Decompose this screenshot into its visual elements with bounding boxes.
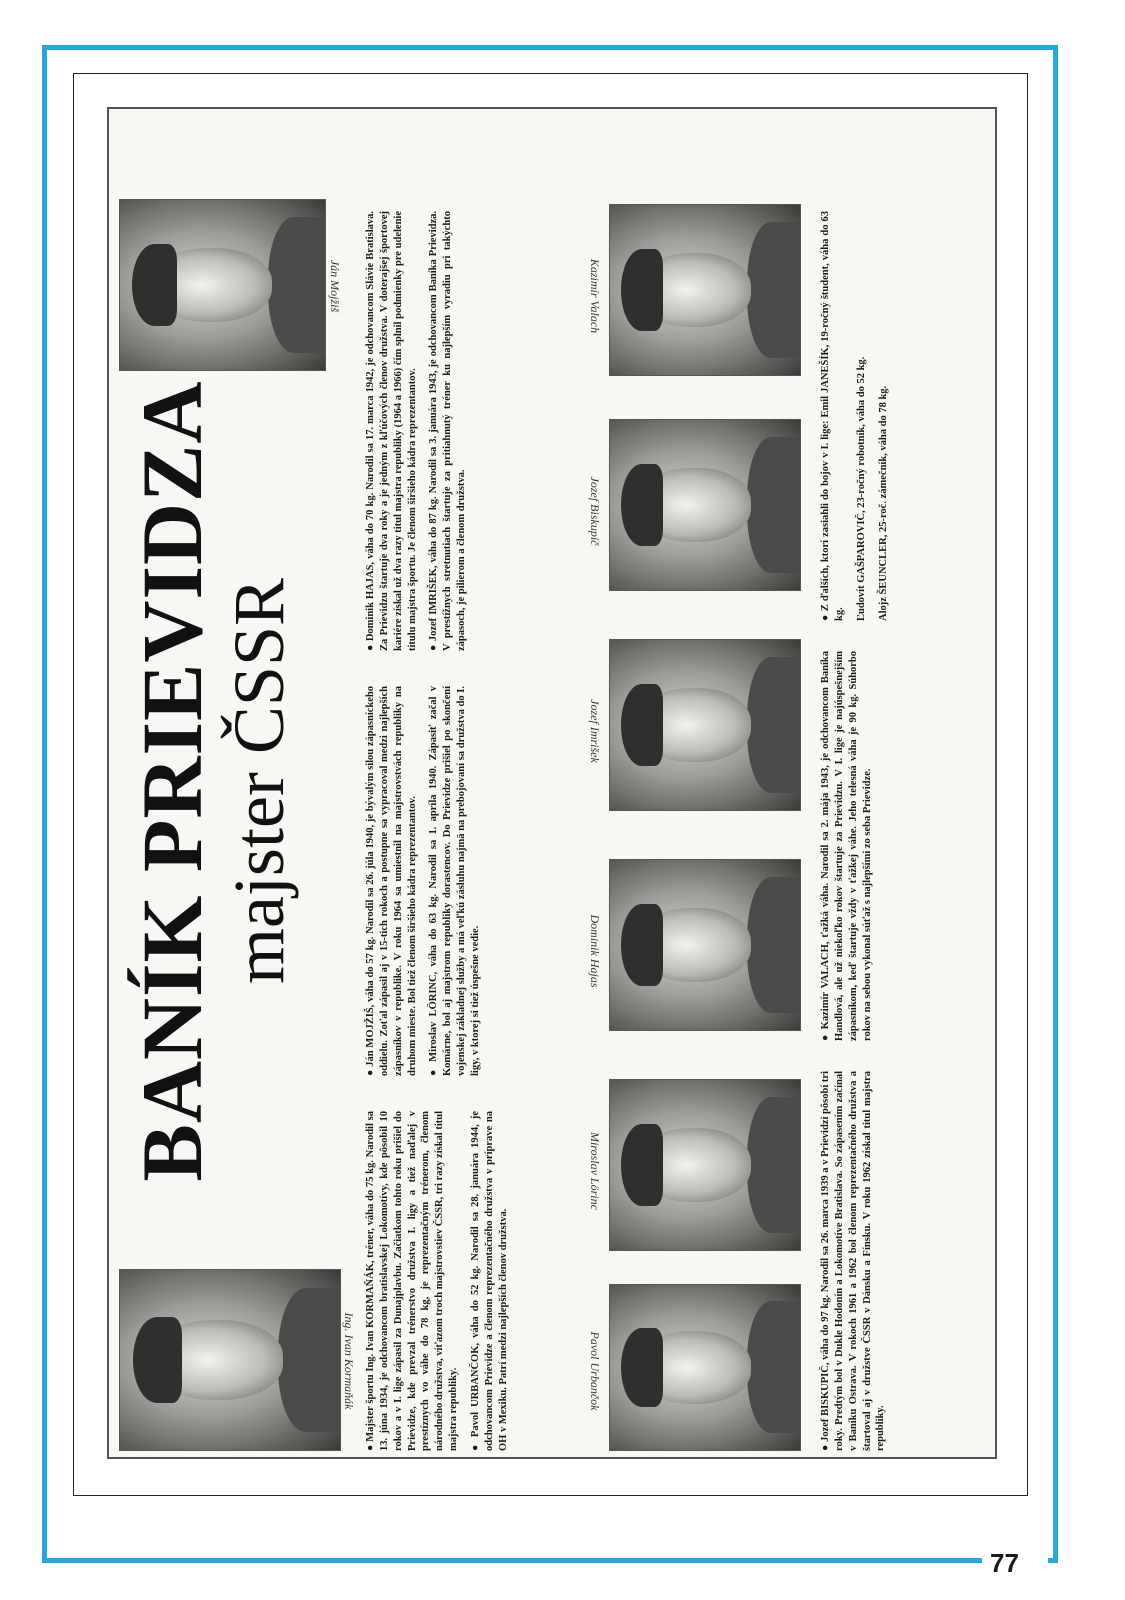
page-number: 77 bbox=[990, 1548, 1019, 1578]
caption-urbancok: Pavol Urbančok bbox=[588, 1331, 602, 1411]
caption-mojzis: Ján Mojžiš bbox=[328, 259, 342, 313]
paragraph-valach: ● Kazimír VALACH, ťažká váha. Narodil sa 2. mája 1943, je odchovancom Baníka Handlová, ale už niekoľko rokov štartuje za Prievidzu. V I. lige je najúspešnejším zápasníkom, keď štartuje vždy v ťažkej váhe. Jeho telesná váha je 90 kg. Súhorbo rokov na sebou vykonal súťaž s najlepšími zo seba Prievidze. bbox=[820, 651, 873, 1041]
headline-line-2: majster ČSSR bbox=[219, 577, 299, 985]
paragraph-gasparovic: Ľudovít GAŠPAROVIČ, 23-ročný robotník, váha do 52 kg. bbox=[855, 356, 867, 621]
caption-biskupic: Jozef Biskupič bbox=[588, 476, 602, 546]
headline-line-1: BANÍK PRIEVIDZA bbox=[124, 380, 220, 1182]
photo-mojzis bbox=[119, 199, 326, 371]
paragraph-urbancok: ● Pavol URBANČOK, váha do 52 kg. Narodil sa 28. januára 1944, je odchovancom Prievidze a členom reprezentačného družstva v príprave na OH v Mexiku. Patrí medzi najlepších členov družstva. bbox=[470, 1111, 509, 1451]
photo-lorinc bbox=[609, 1079, 801, 1251]
text-column-3 bbox=[364, 211, 477, 651]
photo-kormanak bbox=[119, 1269, 341, 1451]
paragraph-others: ● Z ďalších, ktorí zasiahli do bojov v I. lige: Emil JANEŠÍK, 19-ročný študent, váha do 63 kg. bbox=[820, 211, 845, 621]
text-column-5 bbox=[819, 651, 882, 1041]
photo-biskupic bbox=[609, 419, 801, 591]
caption-hajas: Dominik Hajas bbox=[588, 914, 602, 988]
photo-hajas bbox=[609, 859, 801, 1031]
paragraph-lorinc: ● Miroslav LÖRINC, váha do 63 kg. Narodil sa 1. apríla 1940. Zápasiť začal v Komárne, bol aj majstrom republiky dorastencov. Do Prievidze prišiel po skončení vojenskej základnej služby a má veľkú zásluhu najmä na prebojovaní sa družstva do I. ligy, v ktorej si tiež úspešne vedie. bbox=[428, 686, 482, 1076]
paragraph-kormanak: ● Majster športu Ing. Ivan KORMAŇÁK, tréner, váha do 75 kg. Narodil sa 13. júna 1934, je odchovancom bratislavskej Lokomotívy, kde pôsobil 10 rokov a v I. lige zápasil za Dunajplavbu. Začiatkom tohto roku prišiel do Prievidze, kde prevzal trénerstvo družstva I. ligy a tiež naďalej v prestíznych vo váhe do 78 kg, je reprezentačným trénerom, členom národného družstva, víťazom troch majstrovstiev ČSSR, tri razy získal titul majstra republiky. bbox=[365, 1111, 460, 1451]
paragraph-hajas: ● Dominik HAJAS, váha do 70 kg. Narodil sa 17. marca 1942, je odchovancom Slávie Bratislava. Za Prievidzu štartuje dva roky a je jedným z kľúčových členov družstva. V doterajšej športovej kariére získal už dva razy titul majstra republiky (1964 a 1966) čím splnil podmienky pre udelenie titulu majstra športu. Je členom širšieho kádra reprezentantov. bbox=[365, 211, 418, 651]
text-column-4 bbox=[819, 1071, 896, 1451]
newspaper-clipping bbox=[107, 107, 997, 1459]
text-column-6 bbox=[819, 211, 898, 621]
paragraph-biskupic: ● Jozef BISKUPIČ, váha do 97 kg. Narodil sa 26. marca 1939 a v Prievidzi pôsobí tri roky. Predtým bol v Dukle Hodonín a Lokomotíve Bratislava. So zápasením začínal v Baníku Ostrava. V rokoch 1961 a 1962 bol členom reprezentačného družstva a štartoval aj v družstve ČSSR v Dánsku a Fínsku. V roku 1962 získal titul majstra republiky. bbox=[820, 1071, 887, 1451]
paragraph-mojzis: ● Ján MOJŽIŠ, váha do 57 kg. Narodil sa 26. júla 1940, je bývalým silou zápasníckeho oddielu. Zoťal zápasil aj v 15-tich rokoch a postupne sa vypracoval medzi najlepších zápasníkov v republike. V roku 1964 sa umiestnil na majstrovstvách republiky na druhom mieste. Bol tiež členom širšieho kádra reprezentantov. bbox=[365, 686, 418, 1076]
photo-imrisek bbox=[609, 639, 801, 811]
photo-urbancok bbox=[609, 1284, 801, 1451]
caption-imrisek: Jozef Imrišek bbox=[588, 699, 602, 763]
photo-valach bbox=[609, 204, 801, 376]
headline bbox=[124, 331, 299, 1231]
paragraph-imrisek: ● Jozef IMRIŠEK, váha do 87 kg. Narodil sa 3. januára 1943, je odchovancom Baníka Prievidza. V prestížnych stretnutiach štartuje za pritiahnutý tréner ku najlepším vyradiu pri takýchto zápasoch, je pilierom a členom družstva. bbox=[428, 211, 468, 651]
text-column-2 bbox=[364, 686, 491, 1076]
caption-kormanak: Ing. Ivan Kormaňák bbox=[342, 1312, 356, 1410]
paragraph-seuncler: Alojz ŠEUNCLER, 25-roč. zámečník, váha do 78 kg. bbox=[877, 385, 889, 621]
rotated-article bbox=[109, 109, 997, 1459]
caption-lorinc: Miroslav Lörinc bbox=[588, 1132, 602, 1210]
text-column-1 bbox=[364, 1111, 519, 1451]
caption-valach: Kazimír Valach bbox=[588, 258, 602, 334]
